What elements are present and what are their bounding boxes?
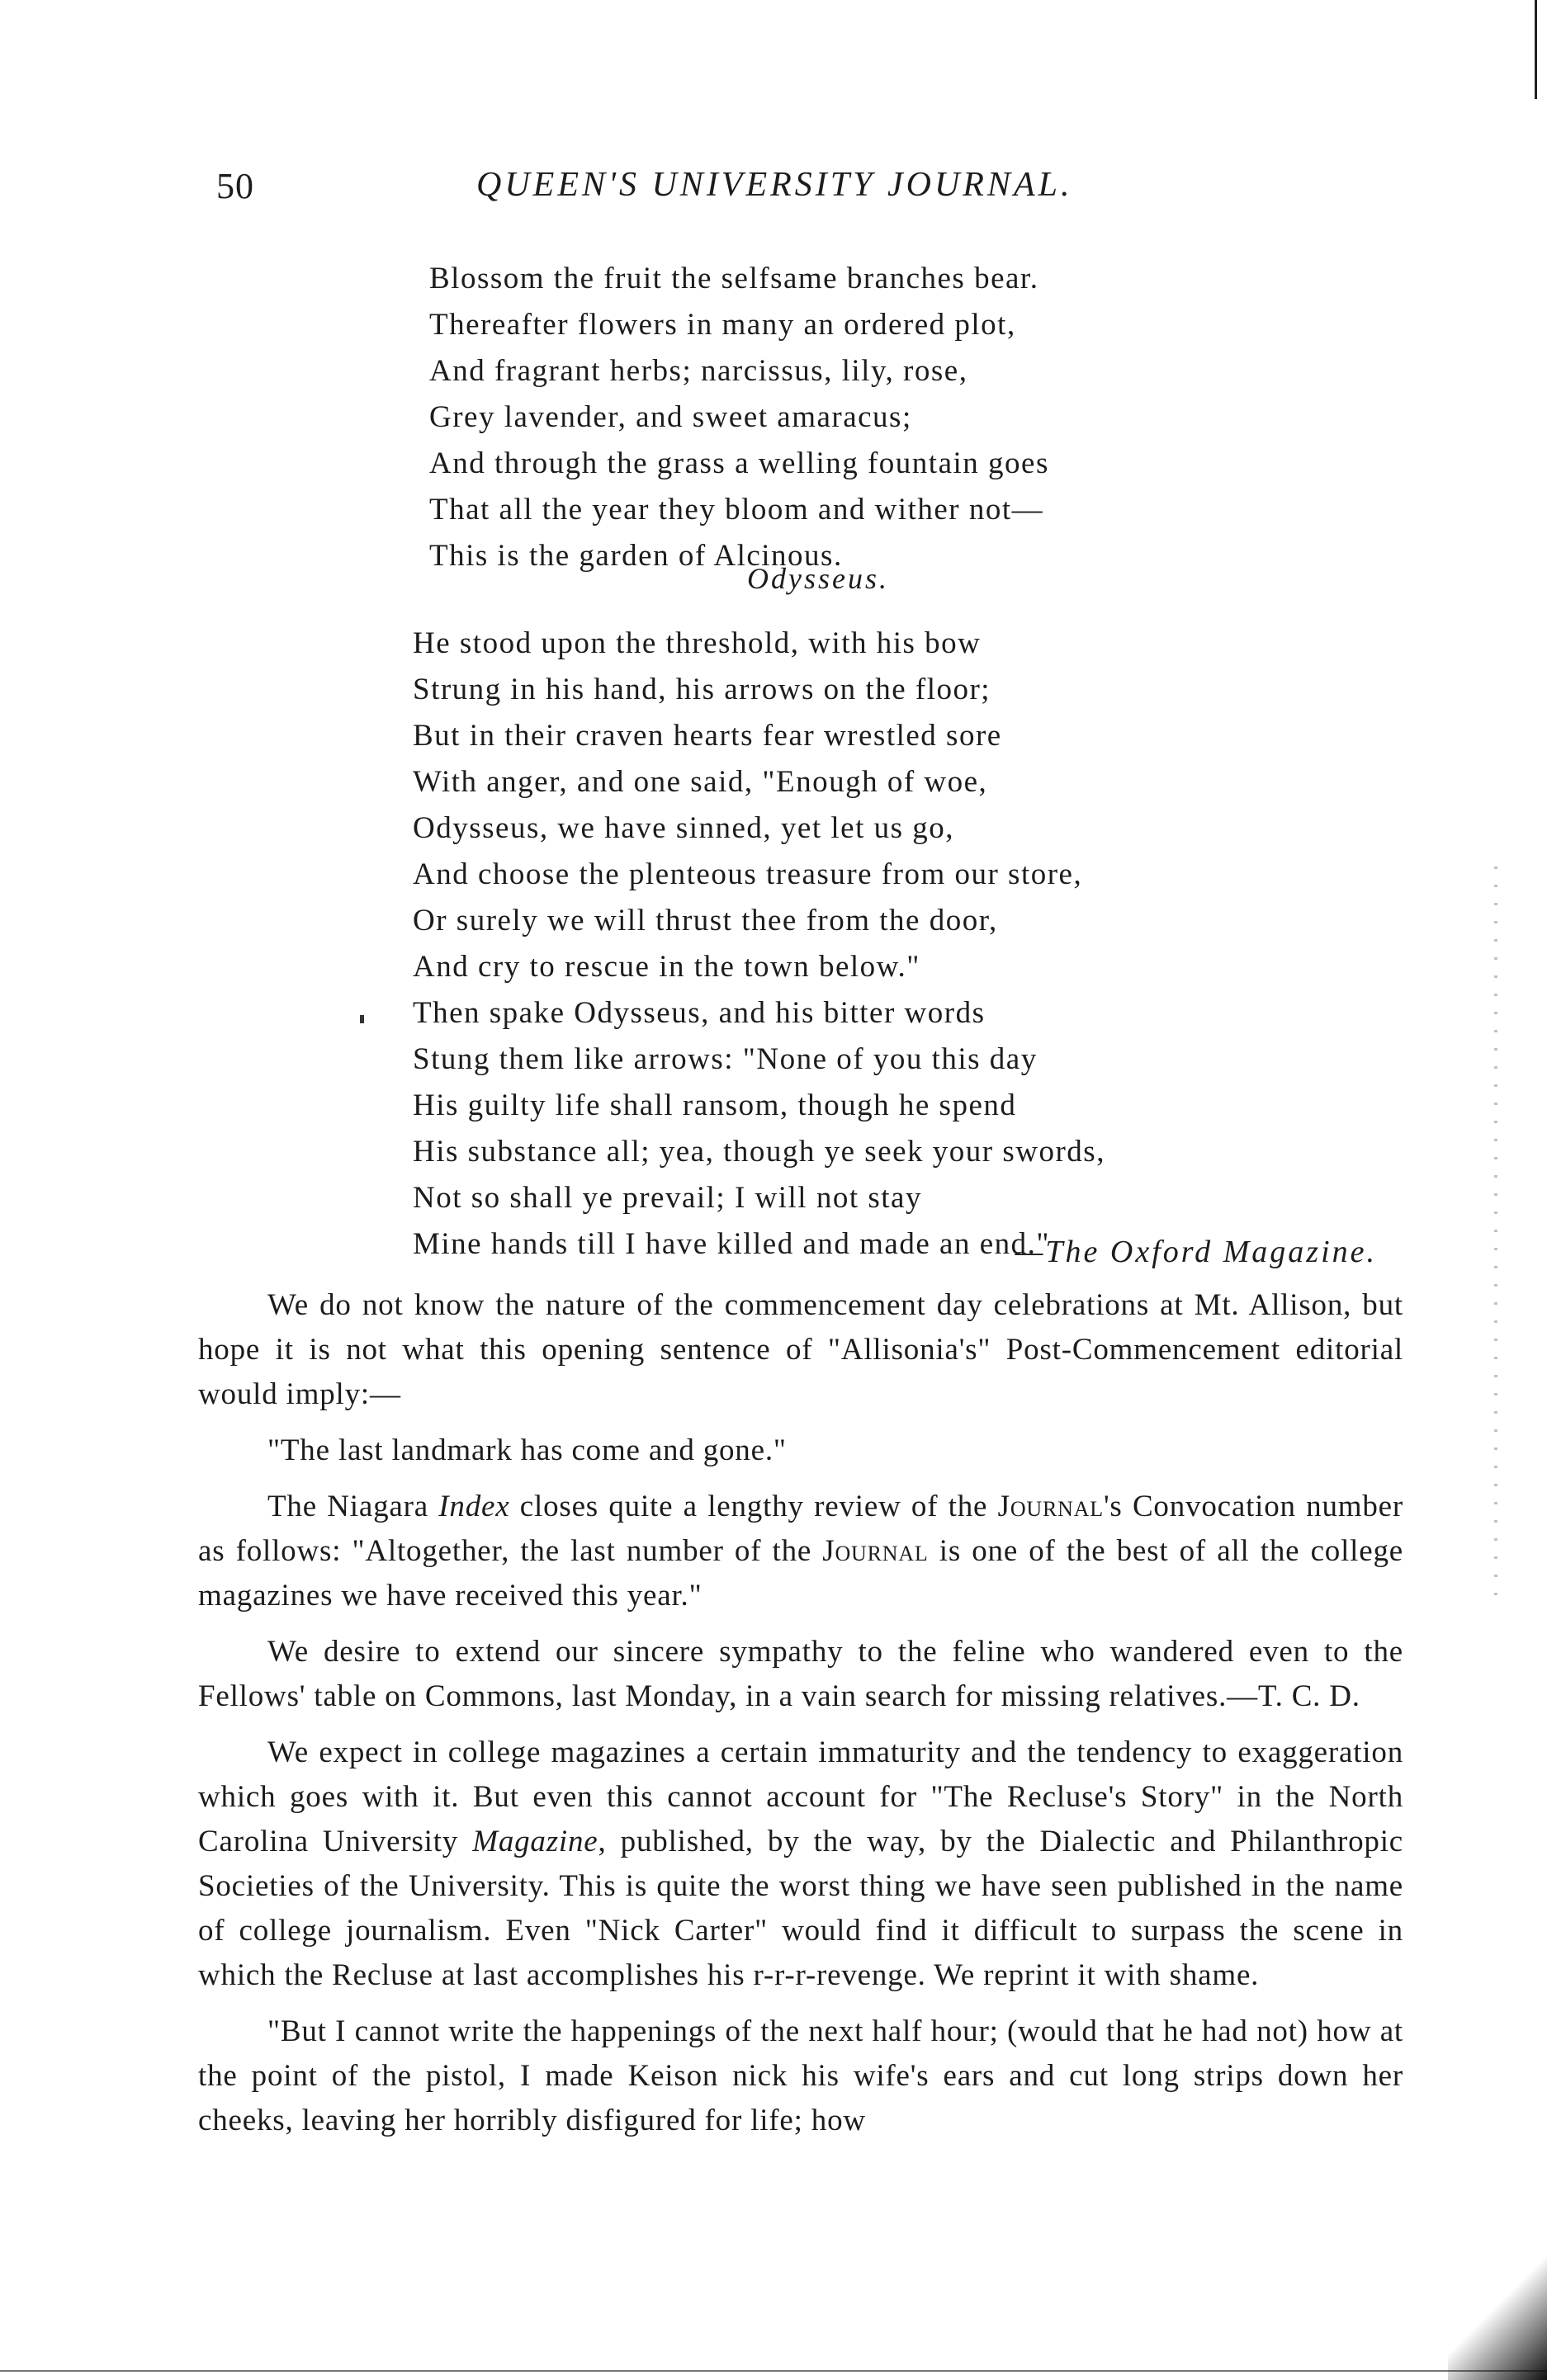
text-run: closes quite a lengthy review of the	[509, 1490, 998, 1523]
poem-line: Or surely we will thrust thee from the door,	[413, 904, 998, 937]
poem-line: But in their craven hearts fear wrestled sore	[413, 719, 1002, 753]
italic-text: Index	[438, 1490, 510, 1523]
poem-line: Thereafter flowers in many an ordered plot,	[429, 308, 1016, 342]
running-title: QUEEN'S UNIVERSITY JOURNAL.	[476, 166, 1073, 204]
poem-line: And choose the plenteous treasure from our store,	[413, 857, 1083, 891]
poem-alcinous	[429, 256, 1049, 579]
text-run: The Niagara	[267, 1490, 439, 1523]
poem-line: Blossom the fruit the selfsame branches bear.	[429, 262, 1039, 295]
poem-line: He stood upon the threshold, with his bow	[413, 626, 982, 660]
poem-line: This is the garden of Alcinous.	[429, 539, 843, 573]
editorial-notes	[198, 1283, 1403, 2155]
poem-line: And through the grass a welling fountain goes	[429, 446, 1049, 480]
poem-line: Mine hands till I have killed and made an end."	[413, 1227, 1050, 1261]
poem-line: And fragrant herbs; narcissus, lily, rose,	[429, 354, 968, 388]
poem-line: Then spake Odysseus, and his bitter words	[413, 996, 986, 1030]
poem-attribution: —The Oxford Magazine.	[1015, 1235, 1377, 1269]
scan-edge-speckles	[1494, 867, 1497, 1609]
poem-line: And cry to rescue in the town below."	[413, 950, 920, 984]
poem-line: With anger, and one said, "Enough of woe,	[413, 765, 988, 799]
poem-line: That all the year they bloom and wither not—	[429, 493, 1044, 527]
paragraph-feline: We desire to extend our sincere sympathy to the feline who wandered even to the Fellows' table on Commons, last Monday, in a vain search for missing relatives.—T. C. D.	[198, 1635, 1403, 1713]
text-run: We expect in college magazines a certain immaturity and the tendency to exaggeration which goes with it. But even this cannot account for "The Recluse's Story" in the North Carolina University	[198, 1735, 1403, 1858]
text-run: is one of the best of all the college magazines we have received this year."	[198, 1534, 1403, 1613]
scan-bottom-edge	[0, 2370, 1547, 2372]
poem-odysseus	[413, 621, 1105, 1268]
page-header	[216, 165, 1306, 215]
text-run: 's Convocation number as follows: "Altogether, the last number of the	[198, 1490, 1403, 1568]
paragraph-landmark-quote: "The last landmark has come and gone."	[267, 1433, 787, 1467]
paragraph-mt-allison: We do not know the nature of the commencement day celebrations at Mt. Allison, but hope it is not what this opening sentence of "Allisonia's" Post-Commencement editorial would imply:—	[198, 1288, 1403, 1411]
italic-text: Magazine	[472, 1825, 598, 1858]
poem-line: Stung them like arrows: "None of you this day	[413, 1042, 1038, 1076]
scan-speck	[360, 1015, 364, 1023]
paragraph-niagara-index	[198, 1485, 1403, 1618]
scan-edge-line	[1535, 0, 1537, 99]
text-run: , published, by the way, by the Dialectic and Philanthropic Societies of the University. This is quite the worst thing we have seen published in the name of college journalism. Even "Nick Carter" would find it difficult to surpass the scene in which the Recluse at last accomplishes his r-r-r-revenge. We reprint it with shame.	[198, 1825, 1403, 1992]
scan-corner-shadow	[1448, 2165, 1547, 2380]
poem-line: His substance all; yea, though ye seek your swords,	[413, 1135, 1105, 1169]
page-number: 50	[216, 166, 254, 206]
paragraph-recluse-story	[198, 1731, 1403, 1998]
small-caps-text: Journal	[997, 1490, 1104, 1523]
paragraph-reprint-quote: "But I cannot write the happenings of the next half hour; (would that he had not) how at the point of the pistol, I made Keison nick his wife's ears and cut long strips down her cheeks, leaving her horribly disfigured for life; how	[198, 2014, 1403, 2137]
small-caps-text: Journal	[822, 1534, 929, 1568]
poem-line: Odysseus, we have sinned, yet let us go,	[413, 811, 955, 845]
poem-heading-odysseus: Odysseus.	[747, 562, 889, 595]
poem-line: His guilty life shall ransom, though he spend	[413, 1088, 1017, 1122]
poem-line: Grey lavender, and sweet amaracus;	[429, 400, 912, 434]
poem-line: Not so shall ye prevail; I will not stay	[413, 1181, 922, 1215]
poem-line: Strung in his hand, his arrows on the floor;	[413, 673, 991, 706]
